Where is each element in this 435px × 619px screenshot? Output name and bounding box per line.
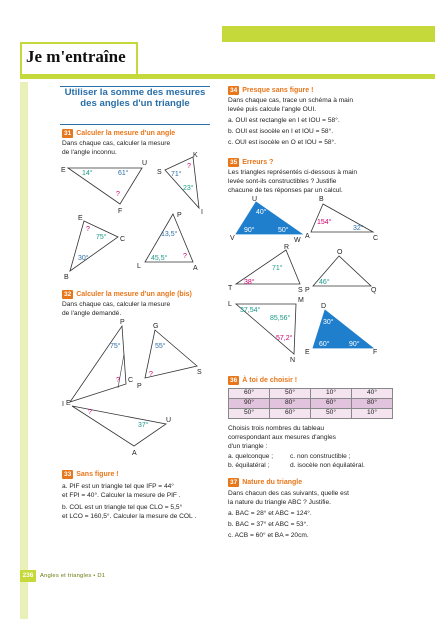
exercise-number: 34 — [230, 87, 238, 95]
exercise-title: Nature du triangle — [242, 479, 303, 486]
exercise-36-desc-1: Choisis trois nombres du tableau — [228, 425, 325, 432]
figure-31a — [60, 160, 150, 215]
page-title: Je m'entraîne — [26, 47, 126, 66]
exercise-title: Sans figure ! — [76, 471, 119, 478]
vertex-label: E — [61, 167, 66, 174]
angle-value: 57,2° — [276, 335, 293, 342]
vertex-label: E — [305, 349, 310, 356]
vertex-label: P — [177, 212, 182, 219]
vertex-label: E — [78, 215, 83, 222]
figure-35a — [228, 194, 308, 244]
angle-value: 37,54° — [240, 307, 261, 314]
figure-35f — [305, 300, 380, 360]
exercise-34-heading — [228, 86, 313, 95]
vertex-label: U — [252, 196, 258, 203]
vertex-label: R — [284, 244, 290, 251]
angle-value: 23° — [183, 185, 194, 192]
angle-value: 30° — [323, 319, 334, 326]
vertex-label: P — [305, 287, 310, 294]
vertex-label: S — [197, 369, 202, 376]
exercise-31-heading — [62, 129, 175, 138]
figure-35e — [228, 296, 303, 362]
figure-32b — [135, 322, 207, 392]
angle-value: 60° — [319, 341, 330, 348]
vertex-label: A — [132, 450, 137, 457]
angle-value: 50° — [278, 227, 289, 234]
figure-31c — [62, 213, 128, 281]
table-cell: 50° — [270, 389, 311, 399]
vertex-label: I — [201, 209, 203, 216]
exercise-31-desc-2: de l'angle inconnu. — [62, 149, 117, 156]
angle-value: 38° — [244, 279, 255, 286]
table-row — [229, 389, 393, 399]
angle-value: 46° — [319, 279, 330, 286]
exercise-33-b-line2: et LCO = 160,5°. Calculer la mesure de COL . — [62, 513, 197, 520]
vertex-label: A — [305, 233, 310, 240]
triangle-shape — [70, 221, 118, 271]
exercise-34-a: a. OUI est rectangle en I et IOU = 58°. — [228, 117, 340, 124]
exercise-number: 33 — [64, 471, 72, 479]
vertex-label: W — [294, 237, 301, 244]
table-cell: 40° — [352, 389, 393, 399]
angle-value: 85,56° — [270, 315, 291, 322]
exercise-35-desc-3: chacune de tes réponses par un calcul. — [228, 187, 343, 194]
margin-strip — [20, 82, 28, 619]
exercise-37-heading — [228, 478, 302, 487]
exercise-32-heading — [62, 290, 192, 299]
exercise-number: 31 — [64, 130, 72, 138]
vertex-label: L — [137, 263, 141, 270]
exercise-title: Calculer la mesure d'un angle — [76, 130, 176, 137]
section-rule-top — [60, 86, 210, 87]
exercise-32-desc-2: de l'angle demandé. — [62, 310, 122, 317]
angle-value: 75° — [110, 343, 121, 350]
table-cell: 60° — [311, 399, 352, 409]
figure-35c — [228, 244, 303, 294]
triangle-shape — [311, 204, 373, 232]
angle-value: 71° — [272, 265, 283, 272]
vertex-label: C — [128, 377, 134, 384]
angle-value: 32° — [353, 225, 364, 232]
vertex-label: U — [142, 160, 148, 167]
exercise-33-b-line1: b. COL est un triangle tel que CLO = 5,5° — [62, 504, 183, 511]
angle-value: 37° — [138, 422, 149, 429]
exercise-number: 37 — [230, 479, 238, 487]
angle-value: 154° — [317, 219, 332, 226]
exercise-title: Presque sans figure ! — [242, 87, 314, 94]
unknown-angle: ? — [86, 226, 90, 233]
angle-value: 71° — [171, 171, 182, 178]
vertex-label: B — [64, 274, 69, 281]
section-title: Utiliser la somme des mesures des angles d'un triangle — [64, 87, 206, 109]
vertex-label: A — [193, 265, 198, 272]
exercise-32-desc-1: Dans chaque cas, calculer la mesure — [62, 301, 171, 308]
vertex-label: C — [373, 235, 379, 242]
table-cell: 50° — [229, 409, 270, 419]
angle-value: 13,5° — [161, 231, 178, 238]
exercise-33-a-line2: et FPI = 40°. Calculer la mesure de PIF . — [62, 492, 181, 499]
exercise-37-c: c. ACB = 60° et BA = 20cm. — [228, 532, 309, 539]
figure-32c — [62, 398, 172, 456]
vertex-label: C — [120, 236, 126, 243]
angle-value: 90° — [349, 341, 360, 348]
exercise-35-desc-1: Les triangles représentés ci-dessous à main — [228, 169, 358, 176]
footer-chapter: Angles et triangles • D1 — [40, 573, 106, 579]
angle-value: 45,5° — [151, 255, 168, 262]
vertex-label: U — [166, 417, 172, 424]
vertex-label: T — [228, 285, 233, 292]
exercise-34-c: c. OUI est isocèle en O et IOU = 58°. — [228, 139, 336, 146]
exercise-33-heading — [62, 470, 119, 479]
table-row — [229, 409, 393, 419]
vertex-label: Q — [371, 287, 377, 294]
figure-35b — [305, 194, 380, 242]
header-accent-band — [222, 26, 435, 42]
table-cell: 60° — [229, 389, 270, 399]
table-cell: 80° — [270, 399, 311, 409]
triangle-shape — [70, 326, 126, 402]
angle-value: 55° — [155, 343, 166, 350]
exercise-36-heading — [228, 376, 297, 385]
exercise-number: 36 — [230, 377, 238, 385]
figure-31d — [135, 208, 205, 270]
vertex-label: P — [120, 319, 125, 326]
triangle-shape — [68, 168, 142, 204]
exercise-title: Calculer la mesure d'un angle (bis) — [76, 291, 192, 298]
vertex-label: P — [137, 383, 142, 390]
figure-31b — [155, 152, 215, 214]
angle-value: 30° — [78, 255, 89, 262]
vertex-label: N — [290, 357, 296, 364]
unknown-angle: ? — [187, 163, 191, 170]
exercise-37-desc-2: la nature du triangle ABC ? Justifie. — [228, 499, 331, 506]
vertex-label: I — [62, 401, 64, 408]
vertex-label: K — [193, 152, 198, 159]
figure-32a — [60, 318, 140, 410]
vertex-label: S — [157, 169, 162, 176]
exercise-31-desc-1: Dans chaque cas, calculer la mesure — [62, 140, 171, 147]
table-cell: 60° — [270, 409, 311, 419]
exercise-36-desc-3: d'un triangle : — [228, 443, 268, 450]
triangle-shape — [72, 406, 166, 446]
exercise-34-desc-1: Dans chaque cas, trace un schéma à main — [228, 97, 353, 104]
exercise-number: 32 — [64, 291, 72, 299]
vertex-label: F — [373, 349, 378, 356]
exercise-title: Erreurs ? — [242, 159, 274, 166]
angle-value: 14° — [82, 170, 93, 177]
angles-table — [228, 388, 393, 419]
vertex-label: G — [153, 323, 159, 330]
unknown-angle: ? — [116, 191, 120, 198]
table-cell: 90° — [229, 399, 270, 409]
unknown-angle: ? — [149, 371, 153, 378]
table-cell: 80° — [352, 399, 393, 409]
exercise-37-desc-1: Dans chacun des cas suivants, quelle est — [228, 490, 349, 497]
unknown-angle: ? — [88, 409, 92, 416]
vertex-label: F — [118, 208, 123, 215]
table-cell: 50° — [311, 409, 352, 419]
vertex-label: B — [319, 196, 324, 203]
angle-value: 61° — [118, 170, 129, 177]
table-cell: 10° — [352, 409, 393, 419]
section-rule-bottom — [60, 124, 210, 125]
exercise-37-b: b. BAC = 37° et ABC = 53°. — [228, 521, 309, 528]
vertex-label: L — [228, 301, 232, 308]
exercise-36-option-c: c. non constructible ; — [290, 453, 351, 460]
exercise-35-desc-2: levée sont-ils constructibles ? Justifie — [228, 178, 337, 185]
exercise-33-a-line1: a. PIF est un triangle tel que IFP = 44° — [62, 483, 174, 490]
exercise-title: À toi de choisir ! — [242, 377, 298, 384]
angle-value: 90° — [244, 227, 255, 234]
exercise-35-heading — [228, 158, 273, 167]
vertex-label: S — [298, 287, 303, 294]
exercise-34-desc-2: levée puis calcule l'angle OUI. — [228, 106, 317, 113]
unknown-angle: ? — [183, 253, 187, 260]
angle-value: 75° — [96, 234, 107, 241]
vertex-label: V — [230, 235, 235, 242]
vertex-label: D — [321, 303, 327, 310]
vertex-label: E — [66, 400, 71, 407]
vertex-label: O — [337, 249, 343, 256]
exercise-number: 35 — [230, 159, 238, 167]
exercise-37-a: a. BAC = 28° et ABC = 124°. — [228, 510, 312, 517]
angle-value: 40° — [256, 209, 267, 216]
triangle-shape — [165, 157, 199, 208]
exercise-36-option-b: b. équilatéral ; — [228, 462, 270, 469]
exercise-36-desc-2: correspondant aux mesures d'angles — [228, 434, 336, 441]
header-rule — [20, 74, 435, 79]
page-number: 236 — [20, 570, 36, 582]
figure-35d — [305, 248, 380, 294]
table-cell: 10° — [311, 389, 352, 399]
exercise-34-b: b. OUI est isocèle en I et IOU = 58°. — [228, 128, 334, 135]
exercise-36-option-d: d. isocèle non équilatéral. — [290, 462, 365, 469]
vertex-label: M — [298, 297, 304, 304]
exercise-36-option-a: a. quelconque ; — [228, 453, 274, 460]
unknown-angle: ? — [116, 377, 120, 384]
table-row — [229, 399, 393, 409]
